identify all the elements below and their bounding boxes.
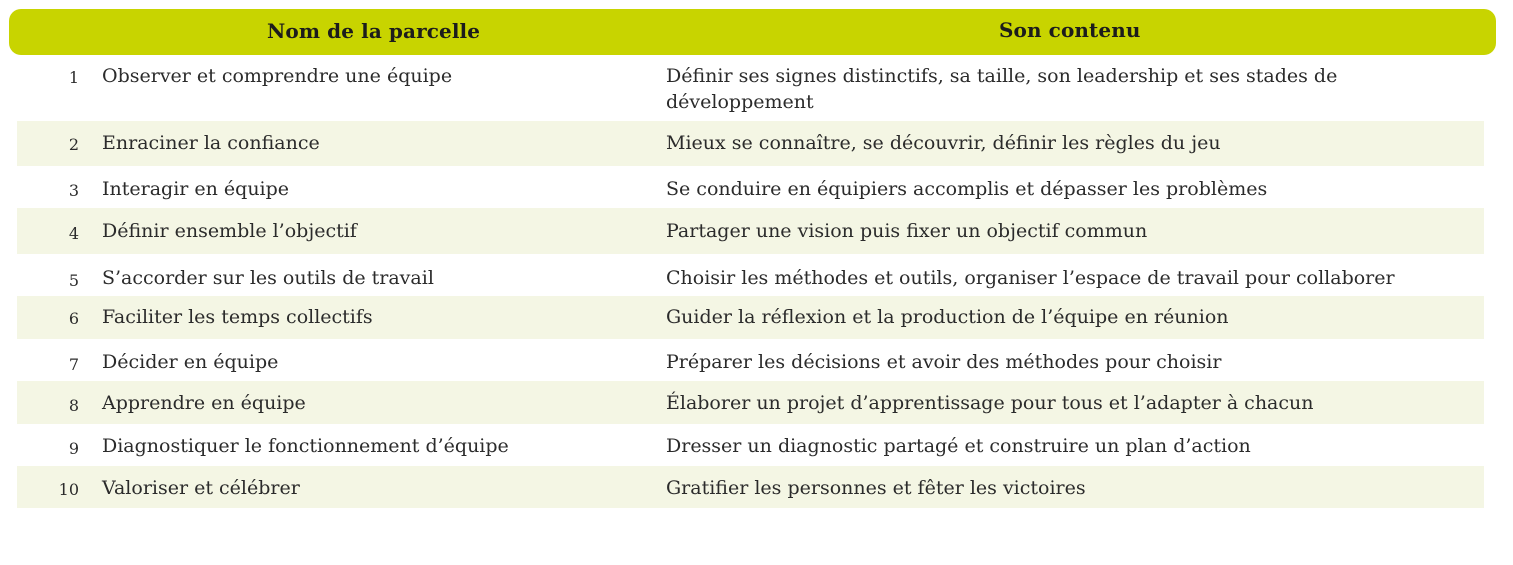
row-number: 8	[68, 396, 79, 415]
row-number: 6	[68, 309, 79, 328]
table-row	[17, 208, 1484, 254]
parcelles-table	[9, 9, 1496, 508]
table-header	[9, 9, 1496, 55]
row-name: Observer et comprendre une équipe	[102, 65, 453, 87]
row-number: 5	[68, 271, 79, 290]
row-content: Dresser un diagnostic partagé et construire un plan d’action	[666, 435, 1251, 457]
header-name: Nom de la parcelle	[267, 19, 481, 43]
row-name: S’accorder sur les outils de travail	[102, 267, 434, 289]
row-content: Partager une vision puis fixer un objectif commun	[666, 220, 1148, 242]
row-name: Enraciner la confiance	[102, 132, 320, 154]
row-name: Diagnostiquer le fonctionnement d’équipe	[102, 435, 509, 457]
row-content: Se conduire en équipiers accomplis et dépasser les problèmes	[666, 178, 1268, 200]
row-name: Valoriser et célébrer	[102, 477, 300, 499]
table-row	[17, 424, 1484, 466]
table-row	[17, 254, 1484, 296]
row-content: Guider la réflexion et la production de l’équipe en réunion	[666, 306, 1229, 328]
table-body	[17, 55, 1484, 508]
row-number: 10	[58, 480, 79, 499]
row-name: Faciliter les temps collectifs	[102, 306, 373, 328]
table-row	[17, 339, 1484, 381]
row-number: 7	[68, 355, 79, 374]
row-number: 1	[68, 68, 79, 87]
row-number: 3	[68, 181, 79, 200]
row-name: Définir ensemble l’objectif	[102, 220, 357, 242]
table-row	[17, 381, 1484, 424]
header-content: Son contenu	[999, 18, 1141, 42]
table-row	[17, 466, 1484, 508]
row-content: Définir ses signes distinctifs, sa taille, son leadership et ses stades de développement	[666, 65, 1338, 113]
row-content: Gratifier les personnes et fêter les victoires	[666, 477, 1086, 499]
table-row	[17, 121, 1484, 166]
row-content: Élaborer un projet d’apprentissage pour tous et l’adapter à chacun	[666, 392, 1314, 414]
row-content: Choisir les méthodes et outils, organiser l’espace de travail pour collaborer	[666, 267, 1395, 289]
row-number: 4	[68, 224, 79, 243]
table-row	[17, 296, 1484, 339]
table-row	[17, 55, 1484, 121]
row-name: Apprendre en équipe	[102, 392, 306, 414]
row-number: 9	[68, 439, 79, 458]
row-name: Interagir en équipe	[102, 178, 290, 200]
table-row	[17, 166, 1484, 208]
row-content: Préparer les décisions et avoir des méthodes pour choisir	[666, 351, 1222, 373]
row-number: 2	[68, 135, 79, 154]
row-content: Mieux se connaître, se découvrir, définir les règles du jeu	[666, 132, 1221, 154]
row-name: Décider en équipe	[102, 351, 279, 373]
